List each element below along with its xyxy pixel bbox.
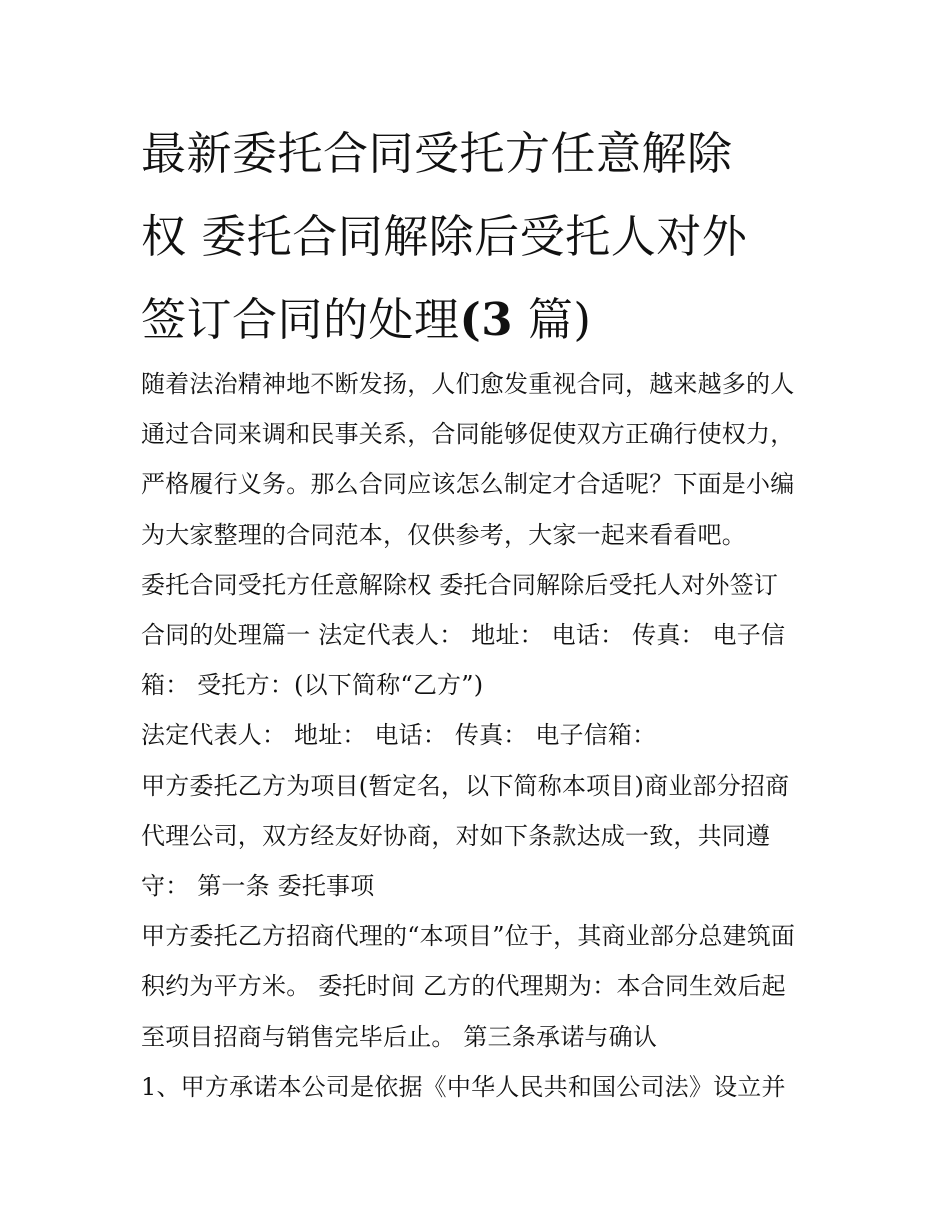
title-suffix: 篇) (513, 293, 592, 346)
text-line: 箱： 受托方：(以下简称“乙方”) (141, 671, 484, 700)
document-body (141, 359, 817, 1112)
text-line: 积约为平方米。 委托时间 乙方的代理期为：本合同生效后起 (141, 972, 786, 1001)
title-text: 签订合同的处理 (141, 293, 460, 346)
title-line: 最新委托合同受托方任意解除 (141, 127, 733, 180)
text-line: 代理公司，双方经友好协商，对如下条款达成一致，共同遵 (141, 821, 771, 850)
text-line: 合同的处理篇一 法定代表人： 地址： 电话： 传真： 电子信 (141, 621, 786, 650)
contact-fields-paragraph (141, 710, 817, 760)
text-line: 1、甲方承诺本公司是依据《中华人民共和国公司法》设立并 (141, 1072, 786, 1101)
title-count: (3 (459, 293, 514, 346)
title-line (141, 278, 817, 361)
text-line: 守： 第一条 委托事项 (141, 872, 375, 901)
text-line: 法定代表人： 地址： 电话： 传真： 电子信箱： (141, 721, 657, 750)
clause-paragraph (141, 911, 817, 1062)
document-page (141, 112, 817, 1112)
intro-paragraph (141, 359, 817, 560)
section-heading-paragraph (141, 560, 817, 711)
text-line: 甲方委托乙方招商代理的“本项目”位于，其商业部分总建筑面 (141, 922, 796, 951)
text-line: 通过合同来调和民事关系，合同能够促使双方正确行使权力， (141, 420, 795, 449)
text-line: 至项目招商与销售完毕后止。 第三条承诺与确认 (141, 1022, 658, 1051)
text-line: 委托合同受托方任意解除权 委托合同解除后受托人对外签订 (141, 570, 779, 599)
document-title (141, 112, 817, 361)
text-line: 甲方委托乙方为项目(暂定名，以下简称本项目)商业部分招商 (141, 771, 790, 800)
title-line: 权 委托合同解除后受托人对外 (141, 210, 748, 263)
text-line: 严格履行义务。那么合同应该怎么制定才合适呢？下面是小编 (141, 470, 795, 499)
numbered-clause-paragraph (141, 1062, 817, 1112)
text-line: 随着法治精神地不断发扬，人们愈发重视合同，越来越多的人 (141, 370, 795, 398)
text-line: 为大家整理的合同范本，仅供参考，大家一起来看看吧。 (141, 520, 746, 549)
clause-paragraph (141, 761, 817, 912)
